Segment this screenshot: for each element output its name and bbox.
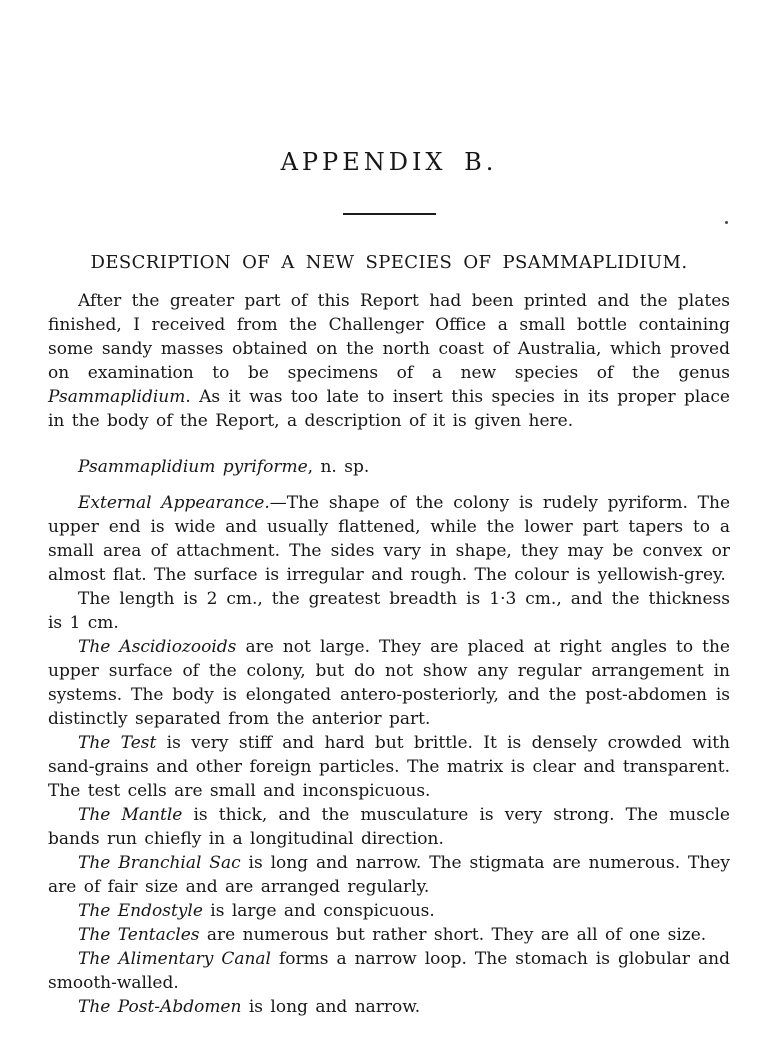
italic-text: The Test [78,733,157,753]
separator-rule [343,213,436,215]
ink-speck [725,221,728,224]
document-body [48,289,730,1019]
italic-text: The Ascidiozooids [78,637,237,657]
body-text: , n. sp. [307,457,370,477]
italic-text: The Tentacles [78,925,200,945]
endostyle-paragraph [48,899,730,923]
external-appearance-paragraph [48,491,730,587]
species-heading [48,455,730,479]
dimensions-paragraph [48,587,730,635]
body-text: are not large. They are placed at right angles to the upper surface of the colony, but do not show any regular arrangement in systems. The body is elongated antero-posteriorly, and the post-abdomen is distinctly separated from the anterior part. [48,637,730,729]
post-abdomen-paragraph [48,995,730,1019]
body-text: is large and conspicuous. [202,901,435,921]
branchial-sac-paragraph [48,851,730,899]
body-text: is long and narrow. The stigmata are numerous. They are of fair size and are arranged regularly. [48,853,731,897]
italic-text: The Endostyle [78,901,203,921]
italic-text: The Mantle [78,805,183,825]
tentacles-paragraph [48,923,730,947]
body-text: The length is 2 cm., the greatest breadth is 1·3 cm., and the thickness is 1 cm. [48,589,730,633]
body-text: is thick, and the musculature is very strong. The muscle bands run chiefly in a longitudinal direction. [48,805,730,849]
mantle-paragraph [48,803,730,851]
italic-text: Psammaplidium pyriforme [78,457,308,477]
intro-paragraph [48,289,730,433]
italic-text: The Branchial Sac [78,853,241,873]
italic-text: External Appearance. [78,493,270,513]
body-text: is long and narrow. [241,997,421,1017]
ascidiozooids-paragraph [48,635,730,731]
body-text: are numerous but rather short. They are all of one size. [199,925,707,945]
italic-text: Psammaplidium [48,387,186,407]
body-text: . As it was too late to insert this species in its proper place in the body of the Report, a description of it is given here. [48,387,730,431]
alimentary-canal-paragraph [48,947,730,995]
body-text: After the greater part of this Report had been printed and the plates finished, I received from the Challenger Office a small bottle containing some sandy masses obtained on the north coast of Australia, which proved on examination to be specimens of a new species of the genus [48,291,730,383]
section-heading: DESCRIPTION OF A NEW SPECIES OF PSAMMAPLIDIUM. [90,252,688,273]
body-text: forms a narrow loop. The stomach is globular and smooth-walled. [48,949,730,993]
italic-text: The Post-Abdomen [78,997,242,1017]
body-text: —The shape of the colony is rudely pyriform. The upper end is wide and usually flattened, while the lower part tapers to a small area of attachment. The sides vary in shape, they may be convex or almost flat. The surface is irregular and rough. The colour is yellowish-grey. [48,493,730,585]
italic-text: The Alimentary Canal [78,949,271,969]
appendix-title: APPENDIX B. [280,148,498,176]
body-text: is very stiff and hard but brittle. It is densely crowded with sand-grains and other foreign particles. The matrix is clear and transparent. The test cells are small and inconspicuous. [48,733,730,801]
test-paragraph [48,731,730,803]
